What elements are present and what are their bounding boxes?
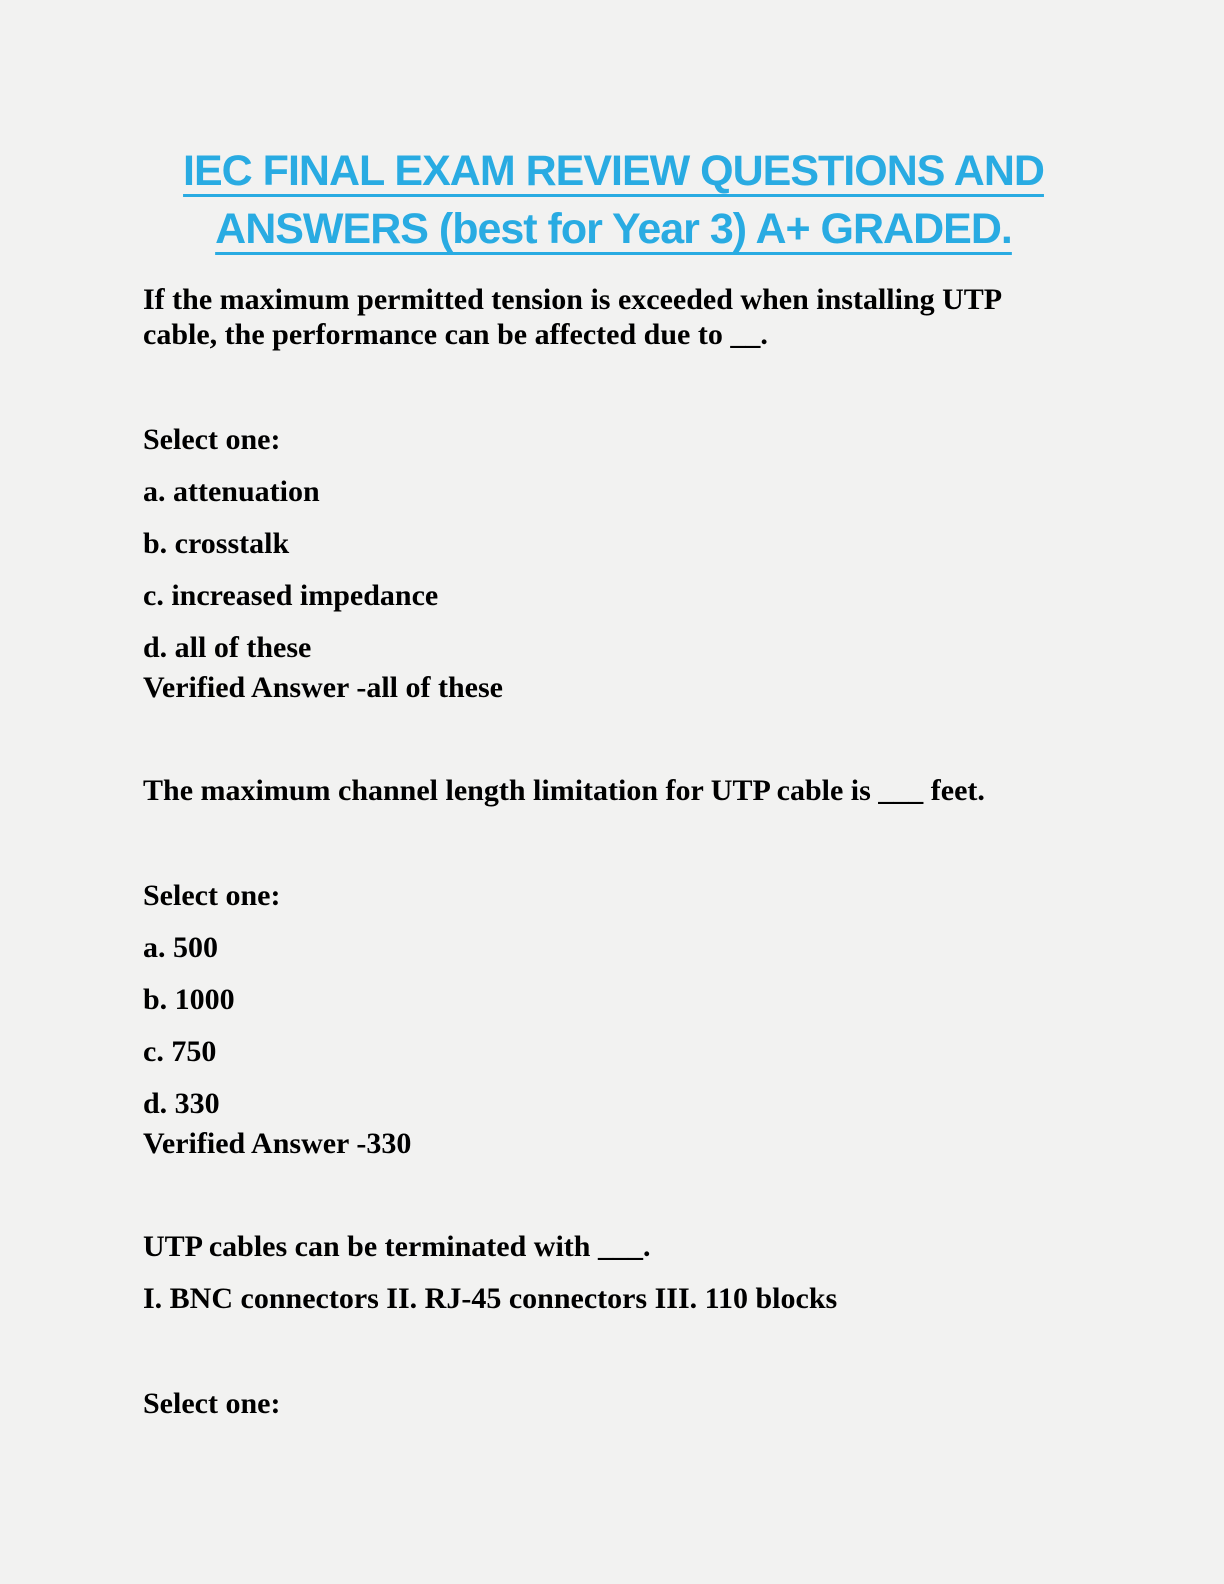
question-1-option-b: b. crosstalk (143, 527, 290, 560)
question-1-verified-answer: Verified Answer -all of these (143, 671, 503, 704)
question-3-roman-numeral-choices: I. BNC connectors II. RJ-45 connectors III. 110 blocks (143, 1282, 838, 1315)
question-1-select-one-label: Select one: (143, 423, 281, 456)
question-2-select-one-label: Select one: (143, 879, 281, 912)
document-title-line-2: ANSWERS (best for Year 3) A+ GRADED. (215, 205, 1012, 253)
question-block-1 (143, 282, 1084, 705)
question-3-select-one-label: Select one: (143, 1387, 281, 1420)
question-block-2 (143, 773, 1084, 1161)
question-block-3 (143, 1229, 1084, 1421)
question-1-option-d: d. all of these (143, 631, 312, 664)
question-2-option-b: b. 1000 (143, 983, 235, 1016)
question-1-option-a: a. attenuation (143, 475, 320, 508)
question-3-prompt: UTP cables can be terminated with ___. (143, 1230, 651, 1263)
question-2-option-c: c. 750 (143, 1035, 217, 1068)
question-1-option-c: c. increased impedance (143, 579, 439, 612)
question-1-prompt: If the maximum permitted tension is exceeded when installing UTP cable, the performance can be affected due to __. (143, 283, 1001, 351)
question-2-option-a: a. 500 (143, 931, 218, 964)
question-2-option-d: d. 330 (143, 1087, 220, 1120)
document-title-line-1: IEC FINAL EXAM REVIEW QUESTIONS AND (183, 147, 1044, 195)
document-title (143, 142, 1084, 258)
question-2-prompt: The maximum channel length limitation for UTP cable is ___ feet. (143, 774, 985, 807)
question-2-verified-answer: Verified Answer -330 (143, 1127, 412, 1160)
